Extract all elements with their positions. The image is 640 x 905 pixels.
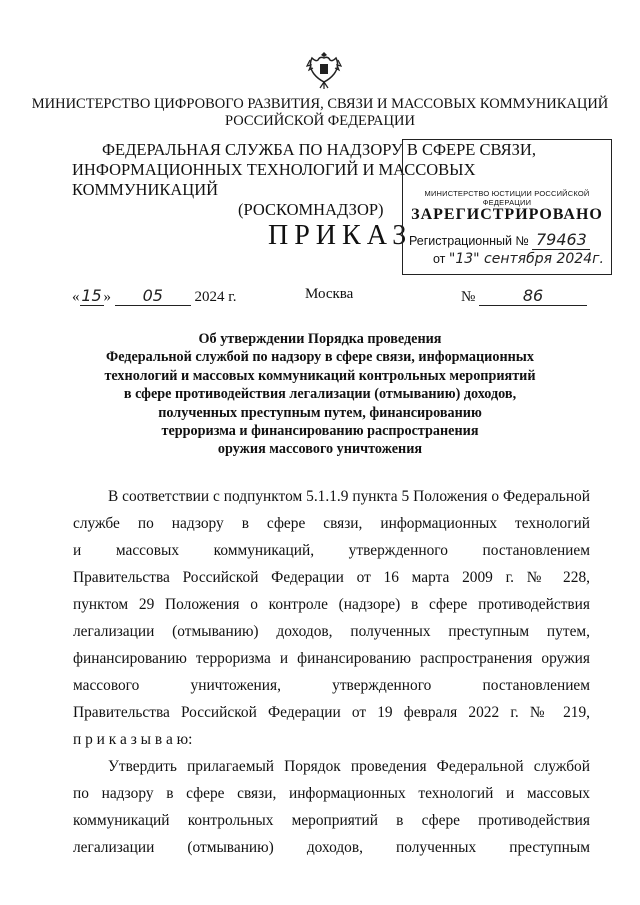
service-line-2: ИНФОРМАЦИОННЫХ ТЕХНОЛОГИЙ И МАССОВЫХ КОММУНИКАЦИЙ <box>72 160 476 199</box>
ministry-line-1: МИНИСТЕРСТВО ЦИФРОВОГО РАЗВИТИЯ, СВЯЗИ И МАССОВЫХ КОММУНИКАЦИЙ <box>31 96 609 112</box>
title-line: оружия массового уничтожения <box>217 441 423 458</box>
service-line-3: (РОСКОМНАДЗОР) <box>238 200 384 219</box>
order-day: 15 <box>81 286 102 305</box>
order-date: « 15 » 05 2024 г. <box>72 286 237 305</box>
body-line: коммуникаций контрольных мероприятий в сфере противодействия <box>73 812 590 829</box>
body-line-order-word: п р и к а з ы в а ю: <box>73 731 193 748</box>
body-line: по надзору в сфере связи, информационных технологий и массовых <box>73 785 590 802</box>
title-line: в сфере противодействия легализации (отмыванию) доходов, <box>123 386 517 403</box>
registration-stamp <box>402 139 612 275</box>
order-number-label: № <box>461 289 476 305</box>
stamp-ministry: МИНИСТЕРСТВО ЮСТИЦИИ РОССИЙСКОЙ ФЕДЕРАЦИИ <box>424 189 590 207</box>
body-line: легализации (отмыванию) доходов, полученных преступным путем, <box>73 623 590 640</box>
order-number: 86 <box>479 286 587 306</box>
body-line: и массовых коммуникаций, утвержденного постановлением <box>73 542 590 559</box>
ministry-line-2: РОССИЙСКОЙ ФЕДЕРАЦИИ <box>225 113 415 129</box>
body-line: В соответствии с подпунктом 5.1.1.9 пункта 5 Положения о Федеральной <box>108 488 590 505</box>
stamp-date-prefix: от <box>433 252 446 266</box>
service-line-1: ФЕДЕРАЛЬНАЯ СЛУЖБА ПО НАДЗОРУ В СФЕРЕ СВЯЗИ, <box>102 140 536 159</box>
title-line: полученных преступным путем, финансированию <box>158 404 482 421</box>
body-line: финансированию терроризма и финансированию распространения оружия <box>73 650 590 667</box>
order-number-field <box>461 286 587 306</box>
coat-of-arms-emblem <box>306 48 342 92</box>
body-line: Правительства Российской Федерации от 19 февраля 2022 г. № 219, <box>73 704 590 721</box>
title-line: Об утверждении Порядка проведения <box>198 331 442 347</box>
body-line: легализации (отмыванию) доходов, полученных преступным <box>73 839 590 856</box>
document-type: ПРИКАЗ <box>268 220 413 251</box>
body-line: службе по надзору в сфере связи, информационных технологий <box>73 515 590 532</box>
order-city: Москва <box>305 286 354 302</box>
body-line: массового уничтожения, утвержденного постановлением <box>73 677 590 694</box>
ministry-name <box>0 96 640 130</box>
body-line: Правительства Российской Федерации от 16 марта 2009 г. № 228, <box>73 569 590 586</box>
body-line: Утвердить прилагаемый Порядок проведения Федеральной службой <box>108 758 590 775</box>
stamp-date-value: "13" сентября 2024г. <box>448 251 604 267</box>
stamp-registered: ЗАРЕГИСТРИРОВАНО <box>411 206 603 223</box>
stamp-reg-label: Регистрационный № <box>409 234 529 248</box>
order-title <box>0 330 640 459</box>
title-line: Федеральной службой по надзору в сфере связи, информационных <box>106 349 534 366</box>
order-month: 05 <box>115 286 191 306</box>
stamp-reg-row <box>409 230 590 250</box>
stamp-date-row <box>433 251 604 267</box>
title-line: технологий и массовых коммуникаций контрольных мероприятий <box>104 367 536 384</box>
order-year: 2024 г. <box>194 289 237 305</box>
title-line: терроризма и финансированию распространения <box>161 423 479 440</box>
body-line: пунктом 29 Положения о контроле (надзоре) в сфере противодействия <box>73 596 590 613</box>
stamp-reg-number: 79463 <box>532 230 590 250</box>
